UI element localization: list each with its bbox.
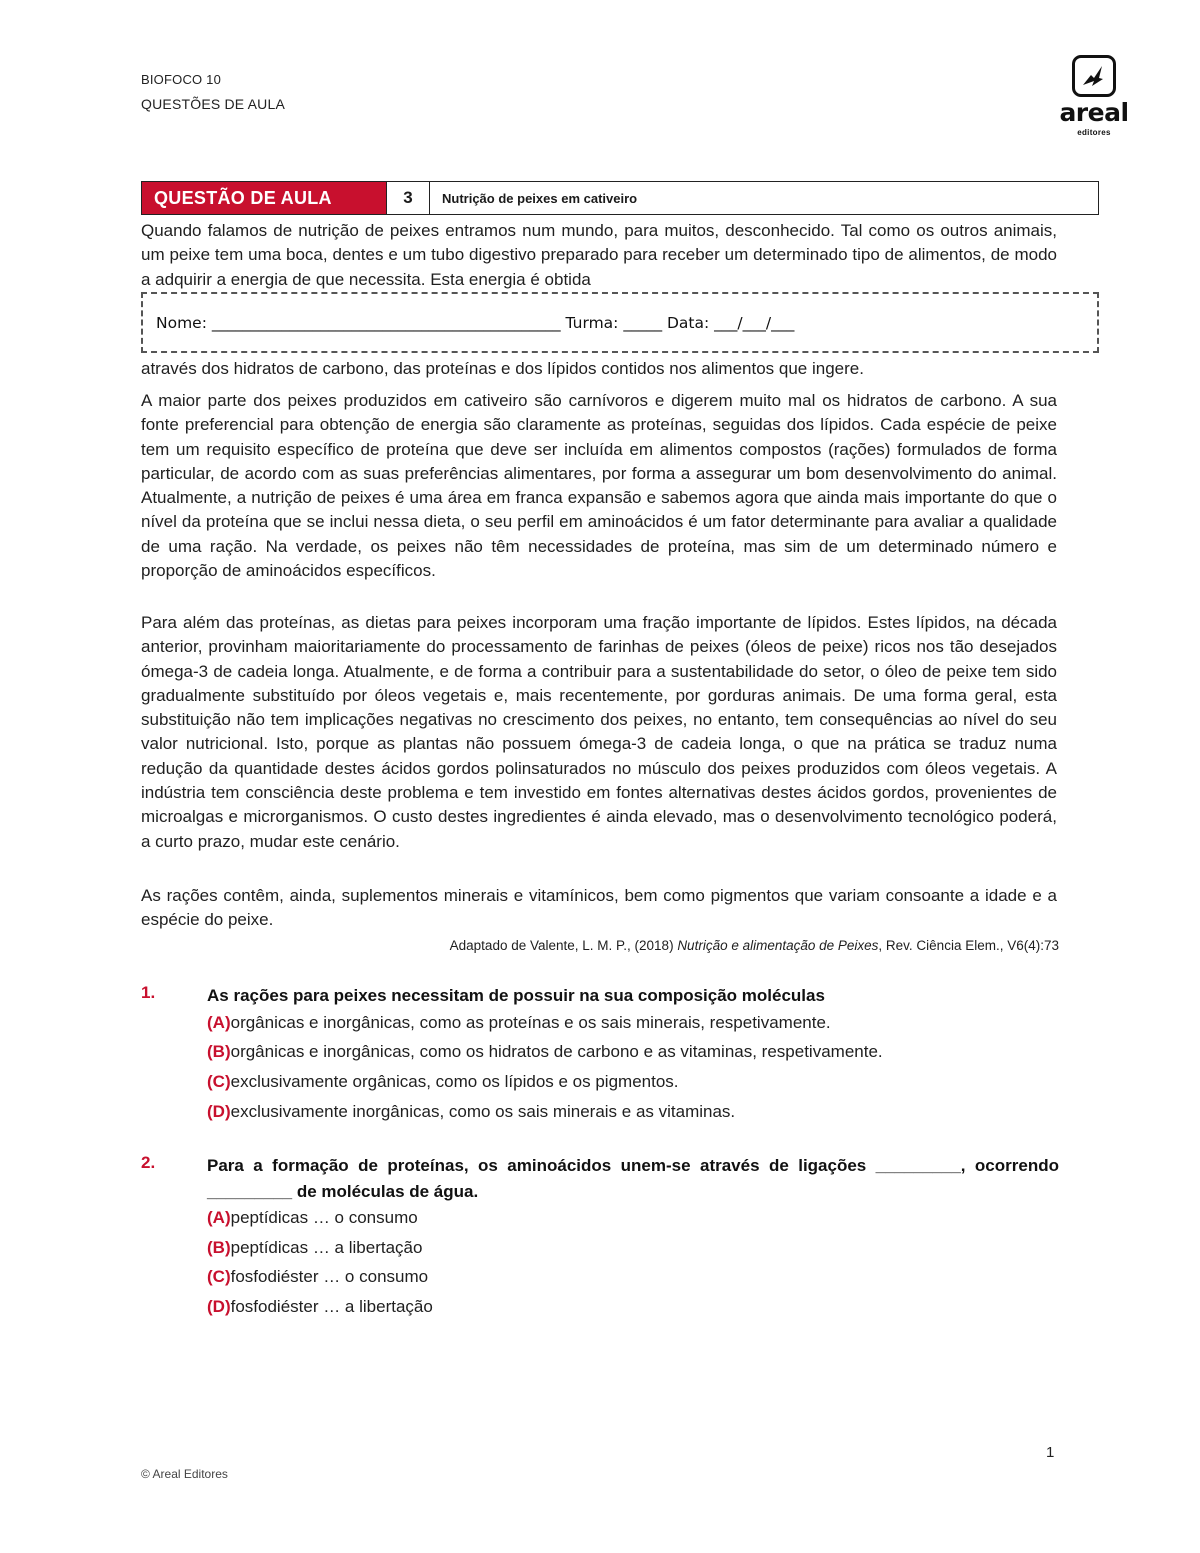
option-c[interactable]: [207, 1072, 679, 1092]
option-letter: (B): [207, 1238, 231, 1257]
logo-subtitle: editores: [1077, 128, 1111, 137]
source-title: Nutrição e alimentação de Peixes: [677, 938, 879, 953]
paragraph-2: A maior parte dos peixes produzidos em cativeiro são carnívoros e digerem muito mal os hidratos de carbono. A sua fonte preferencial para obtenção de energia são claramente as proteínas, seguidas dos lípidos. Cada espécie de peixe tem um requisito específico de proteína que deve ser incluída em alimentos compostos (rações) formulados de forma particular, de acordo com as suas preferências alimentares, por forma a assegurar um bom desenvolvimento do animal. Atualmente, a nutrição de peixes é uma área em franca expansão e sabemos agora que ainda mais importante do que o nível da proteína que se inclui nessa dieta, o seu perfil em aminoácidos é um fator determinante para avaliar a qualidade de uma ração. Na verdade, os peixes não têm necessidades de proteína, mas sim de um determinado número e proporção de aminoácidos específicos.: [141, 391, 1057, 581]
question-stem: As rações para peixes necessitam de possuir na sua composição moléculas: [207, 986, 825, 1005]
option-letter: (A): [207, 1208, 231, 1227]
question-number: 2.: [141, 1153, 156, 1172]
page-number: 1: [1046, 1444, 1055, 1461]
question-stem: Para a formação de proteínas, os aminoácidos unem-se através de ligações _________, ocorrendo _________ de moléculas de água.: [207, 1156, 1059, 1201]
option-letter: (D): [207, 1102, 231, 1121]
option-text: exclusivamente orgânicas, como os lípidos e os pigmentos.: [230, 1072, 679, 1091]
option-text: peptídicas … a libertação: [230, 1238, 423, 1257]
paragraph-3: Para além das proteínas, as dietas para peixes incorporam uma fração importante de lípidos. Estes lípidos, na década anterior, provinham maioritariamente do processamento de farinhas de peixes (óleos de peixe) ricos nos tão desejados ómega-3 de cadeia longa. Atualmente, e de forma a contribuir para a sustentabilidade do setor, o óleo de peixe tem sido gradualmente substituído por óleos vegetais e, mais recentemente, por gorduras animais. De uma forma geral, esta substituição não tem implicações negativas no crescimento dos peixes, no entanto, tem consequências ao nível do seu valor nutricional. Isto, porque as plantas não possuem ómega-3 de cadeia longa, o que na prática se traduz numa redução da quantidade destes ácidos gordos polinsaturados no músculo dos peixes produzidos com óleos vegetais. A indústria tem consciência deste problema e tem investido em fontes alternativas destes ácidos gordos, provenientes de microalgas e microrganismos. O custo destes ingredientes é ainda elevado, mas o desenvolvimento tecnológico poderá, a curto prazo, mudar este cenário.: [141, 613, 1057, 851]
paragraph-1b: através dos hidratos de carbono, das proteínas e dos lípidos contidos nos alimentos que ingere.: [141, 359, 864, 378]
option-text: fosfodiéster … a libertação: [230, 1297, 433, 1316]
option-a[interactable]: [207, 1208, 418, 1228]
option-c[interactable]: [207, 1267, 428, 1287]
paragraph-4: As rações contêm, ainda, suplementos minerais e vitamínicos, bem como pigmentos que variam consoante a idade e a espécie do peixe.: [141, 886, 1057, 930]
logo-wordmark: areal: [1059, 98, 1129, 127]
option-d[interactable]: [207, 1297, 433, 1317]
paragraph-1a: Quando falamos de nutrição de peixes entramos num mundo, para muitos, desconhecido. Tal como os outros animais, um peixe tem uma boca, dentes e um tubo digestivo preparado para receber um determinado tipo de alimentos, de modo a adquirir a energia de que necessita. Esta energia é obtida: [141, 221, 1057, 289]
option-text: orgânicas e inorgânicas, como as proteínas e os sais minerais, respetivamente.: [230, 1013, 831, 1032]
option-b[interactable]: [207, 1042, 883, 1062]
header-series: BIOFOCO 10: [141, 72, 222, 87]
source-suffix: , Rev. Ciência Elem., V6(4):73: [878, 938, 1059, 953]
option-letter: (A): [207, 1013, 231, 1032]
option-b[interactable]: [207, 1238, 422, 1258]
student-info-line: Nome: _____________________________________________ Turma: _____ Data: ___/___/___: [156, 313, 795, 332]
areal-logo-icon: [1072, 55, 1116, 97]
source-prefix: Adaptado de Valente, L. M. P., (2018): [449, 938, 678, 953]
question-bar-number: 3: [386, 182, 430, 214]
option-text: peptídicas … o consumo: [230, 1208, 418, 1227]
option-a[interactable]: [207, 1013, 831, 1033]
question-number: 1.: [141, 983, 156, 1002]
question-bar: [141, 181, 1099, 215]
question-bar-subject: Nutrição de peixes em cativeiro: [442, 190, 638, 206]
option-text: orgânicas e inorgânicas, como os hidratos de carbono e as vitaminas, respetivamente.: [230, 1042, 883, 1061]
option-d[interactable]: [207, 1102, 735, 1122]
student-info-box[interactable]: [141, 292, 1099, 353]
header-subtitle: QUESTÕES DE AULA: [141, 96, 286, 112]
option-letter: (B): [207, 1042, 231, 1061]
option-text: fosfodiéster … o consumo: [230, 1267, 429, 1286]
option-letter: (D): [207, 1297, 231, 1316]
option-letter: (C): [207, 1072, 231, 1091]
publisher-logo: [1052, 55, 1136, 145]
option-letter: (C): [207, 1267, 231, 1286]
question-bar-title: QUESTÃO DE AULA: [142, 182, 386, 214]
option-text: exclusivamente inorgânicas, como os sais minerais e as vitaminas.: [230, 1102, 736, 1121]
source-citation: [141, 938, 1059, 953]
footer-copyright: © Areal Editores: [141, 1467, 228, 1481]
